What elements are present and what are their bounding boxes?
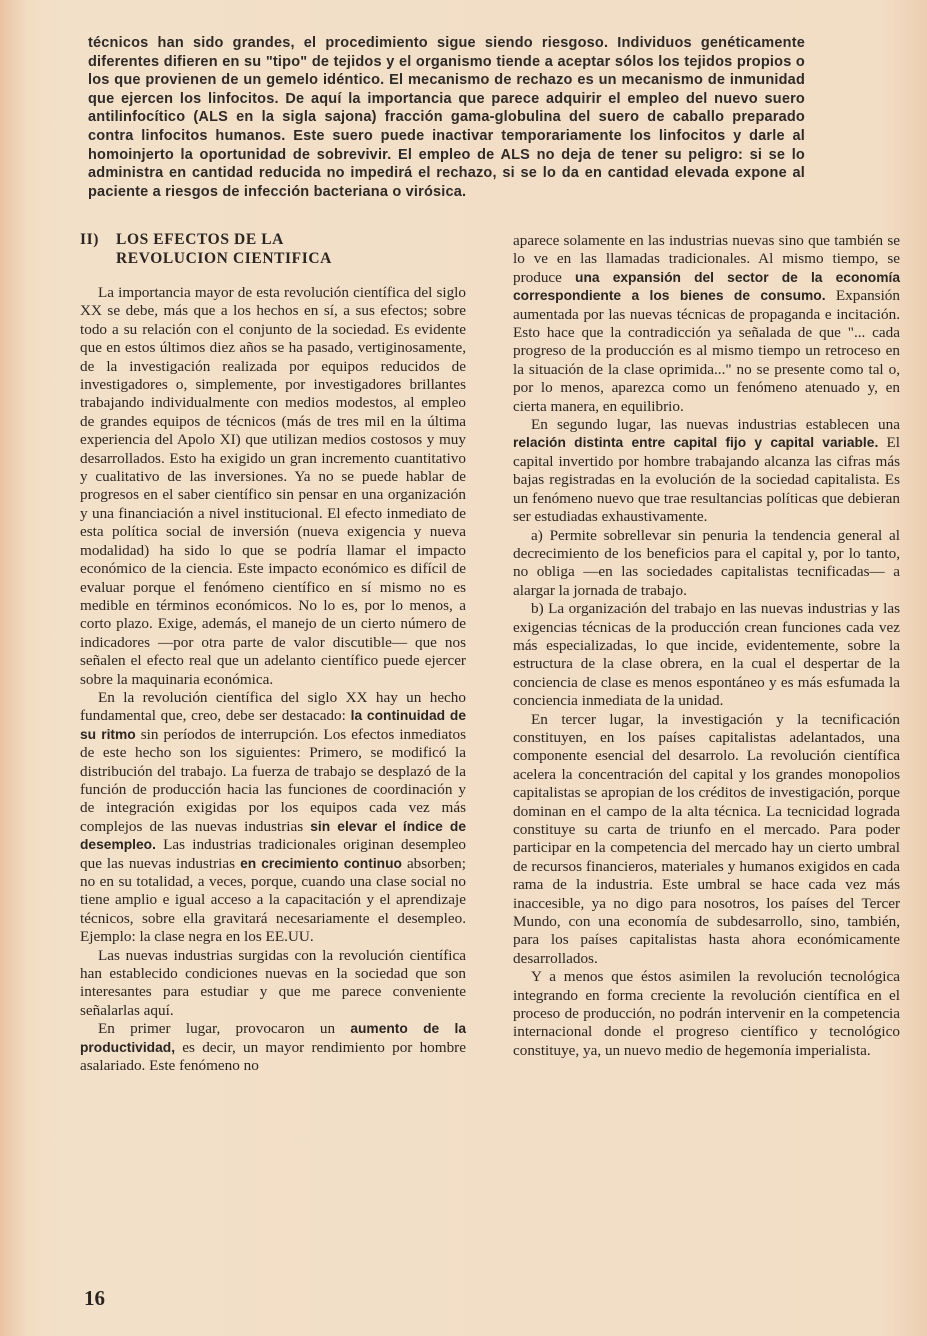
paragraph: a) Permite sobrellevar sin penuria la tendencia general al decrecimiento de los beneficios para el capital y, por lo tanto, no obliga —en las sociedades capitalistas tecnificadas— a alargar la jornada de trabajo. bbox=[513, 526, 900, 599]
section-heading bbox=[80, 230, 466, 268]
page-number: 16 bbox=[84, 1286, 105, 1310]
section-title-line2: REVOLUCION CIENTIFICA bbox=[116, 250, 332, 267]
bold-text: sin elevar el índice de desempleo. bbox=[80, 818, 466, 853]
paragraph: Y a menos que éstos asimilen la revolución tecnológica integrando en forma creciente la revolución científica en el proceso de producción, no podrán intervenir en la competencia internacional donde el progreso científico y tecnológico constituye, ya, un nuevo medio de hegemonía imperialista. bbox=[513, 968, 900, 1059]
section-number: II) bbox=[80, 231, 100, 248]
paragraph: En la revolución científica del siglo XX hay un hecho fundamental que, creo, debe ser destacado: la continuidad de su ritmo sin períodos de interrupción. Los efectos inmediatos de este hecho son los siguientes: Primero, se modificó la distribución del trabajo. La fuerza de trabajo se desplazó de la función de producción hacia las funciones de coordinación y de integración exigidas por los equipos cada vez más complejos de las nuevas industrias sin elevar el índice de desempleo. Las industrias tradicionales originan desempleo que las nuevas industrias en crecimiento continuo absorben; no en su totalidad, a veces, porque, cuando una clase social no tiene amplio e igual acceso a la capacitación y el aprendizaje técnicos, sobre ella gravitará necesariamente el desempleo. Ejemplo: la clase negra en los EE.UU. bbox=[80, 688, 466, 946]
paragraph: aparece solamente en las industrias nuevas sino que también se lo ve en las llamadas tradicionales. Al mismo tiempo, se produce una expansión del sector de la economía correspondiente a los bienes de consumo. Expansión aumentada por las nuevas técnicas de propaganda e incitación. Esto hace que la contradicción ya señalada de que "... cada progreso de la producción es al mismo tiempo un retroceso en la situación de la clase oprimida..." no se presente como tal o, por lo menos, aparezca como un fenómeno atenuado y, en cierta manera, en equilibrio. bbox=[513, 232, 900, 415]
paragraph: b) La organización del trabajo en las nuevas industrias y las exigencias técnicas de la producción crean funciones cada vez más especializadas, lo que incide, evidentemente, sobre la estructura de la clase obrera, en la cual el despertar de la conciencia de clase es menos espontáneo y es más esfumada la conciencia inmediata de la unidad. bbox=[513, 600, 900, 710]
right-column bbox=[513, 232, 900, 1060]
paragraph: En tercer lugar, la investigación y la tecnificación constituyen, en los países capitalistas adelantados, una componente esencial del desarrolo. La revolución científica acelera la concentración del capital y los grandes monopolios capitalistas se apropian de los créditos de investigación, porque dominan en el campo de la alta técnica. La tecnicidad lograda constituye su carta de triunfo en el mercado. Para poder participar en la competencia del mercado hay un cierto umbral de recursos financieros, materiales y humanos exigidos en cada rama de la industria. Este umbral se hace cada vez más inaccesible, ya no digo para nosotros, los países del Tercer Mundo, con una economía de subdesarrollo, sino, también, para los países capitalistas hasta ahora económicamente desarrollados. bbox=[513, 710, 900, 967]
paragraph: En segundo lugar, las nuevas industrias establecen una relación distinta entre capital fijo y capital variable. El capital invertido por hombre trabajando alcanza las cifras más bajas registradas en la evolución de la sociedad capitalista. Es un fenómeno nuevo que trae resultancias políticas que debieran ser estudiadas exhaustivamente. bbox=[513, 416, 900, 526]
bold-text: en crecimiento continuo bbox=[240, 855, 402, 871]
bold-text: aumento de la productividad, bbox=[80, 1021, 466, 1055]
bold-text: la continuidad de su ritmo bbox=[80, 708, 466, 742]
paragraph: La importancia mayor de esta revolución científica del siglo XX se debe, más que a los hechos en sí, a sus efectos; sobre todo a su relación con el conjunto de la sociedad. Es evidente que en estos últimos diez años se ha pasado, vertiginosamente, de la investigación realizada por equipos reducidos de investigadores o, simplemente, por investigadores brillantes trabajando individualmente con medios modestos, al empleo de grandes equipos de técnicos (más de tres mil en la última experiencia del Apolo XI) que utilizan medios costosos y muy desarrollados. Esto ha exigido un gran incremento cuantitativo y cualitativo de las inversiones. Ya no se puede hablar de progresos en el saber científico sin pensar en una organización y una financiación a nivel institucional. El efecto inmediato de esta política social de inversión (nueva exigencia y nueva modalidad) ha sido lo que se podría llamar el impacto económico de la ciencia. Este impacto económico es difícil de evaluar porque el fenómeno científico en sí mismo no es medible en términos económicos. No lo es, por lo menos, a corto plazo. Exige, además, el manejo de un cierto número de indicadores —por otra parte de valor discutible— que nos señalen el efecto real que un adelanto científico puede ejercer sobre la maquinaria económica. bbox=[80, 284, 466, 688]
bold-text: una expansión del sector de la economía correspondiente a los bienes de consumo. bbox=[513, 269, 900, 304]
section-title-line1: LOS EFECTOS DE LA bbox=[116, 231, 284, 248]
paragraph: En primer lugar, provocaron un aumento de la productividad, es decir, un mayor rendimiento por hombre asalariado. Este fenómeno no bbox=[80, 1020, 466, 1075]
bold-text: relación distinta entre capital fijo y capital variable. bbox=[513, 435, 879, 451]
left-column bbox=[80, 230, 466, 1075]
paragraph: Las nuevas industrias surgidas con la revolución científica han establecido condiciones nuevas en la sociedad que son interesantes para estudiar y que me parece conveniente señalarlas aquí. bbox=[80, 946, 466, 1019]
top-paragraph: técnicos han sido grandes, el procedimiento sigue siendo riesgoso. Individuos genéticamente diferentes difieren en su "tipo" de tejidos y el organismo tiende a aceptar sólos los tejidos propios o los que provienen de un gemelo idéntico. El mecanismo de rechazo es un mecanismo de inmunidad que ejercen los linfocitos. De aquí la importancia que parece adquirir el empleo del nuevo suero antilinfocítico (ALS en la sigla sajona) fracción gama-globulina del suero de caballo preparado contra linfocitos humanos. Este suero puede inactivar temporariamente los linfocitos y darle al homoinjerto la oportunidad de sobrevivir. El empleo de ALS no deja de tener su peligro: si se lo administra en cantidad reducida no impedirá el rechazo, si se lo da en cantidad elevada expone al paciente a riesgos de infección bacteriana o virósica. bbox=[88, 35, 805, 200]
